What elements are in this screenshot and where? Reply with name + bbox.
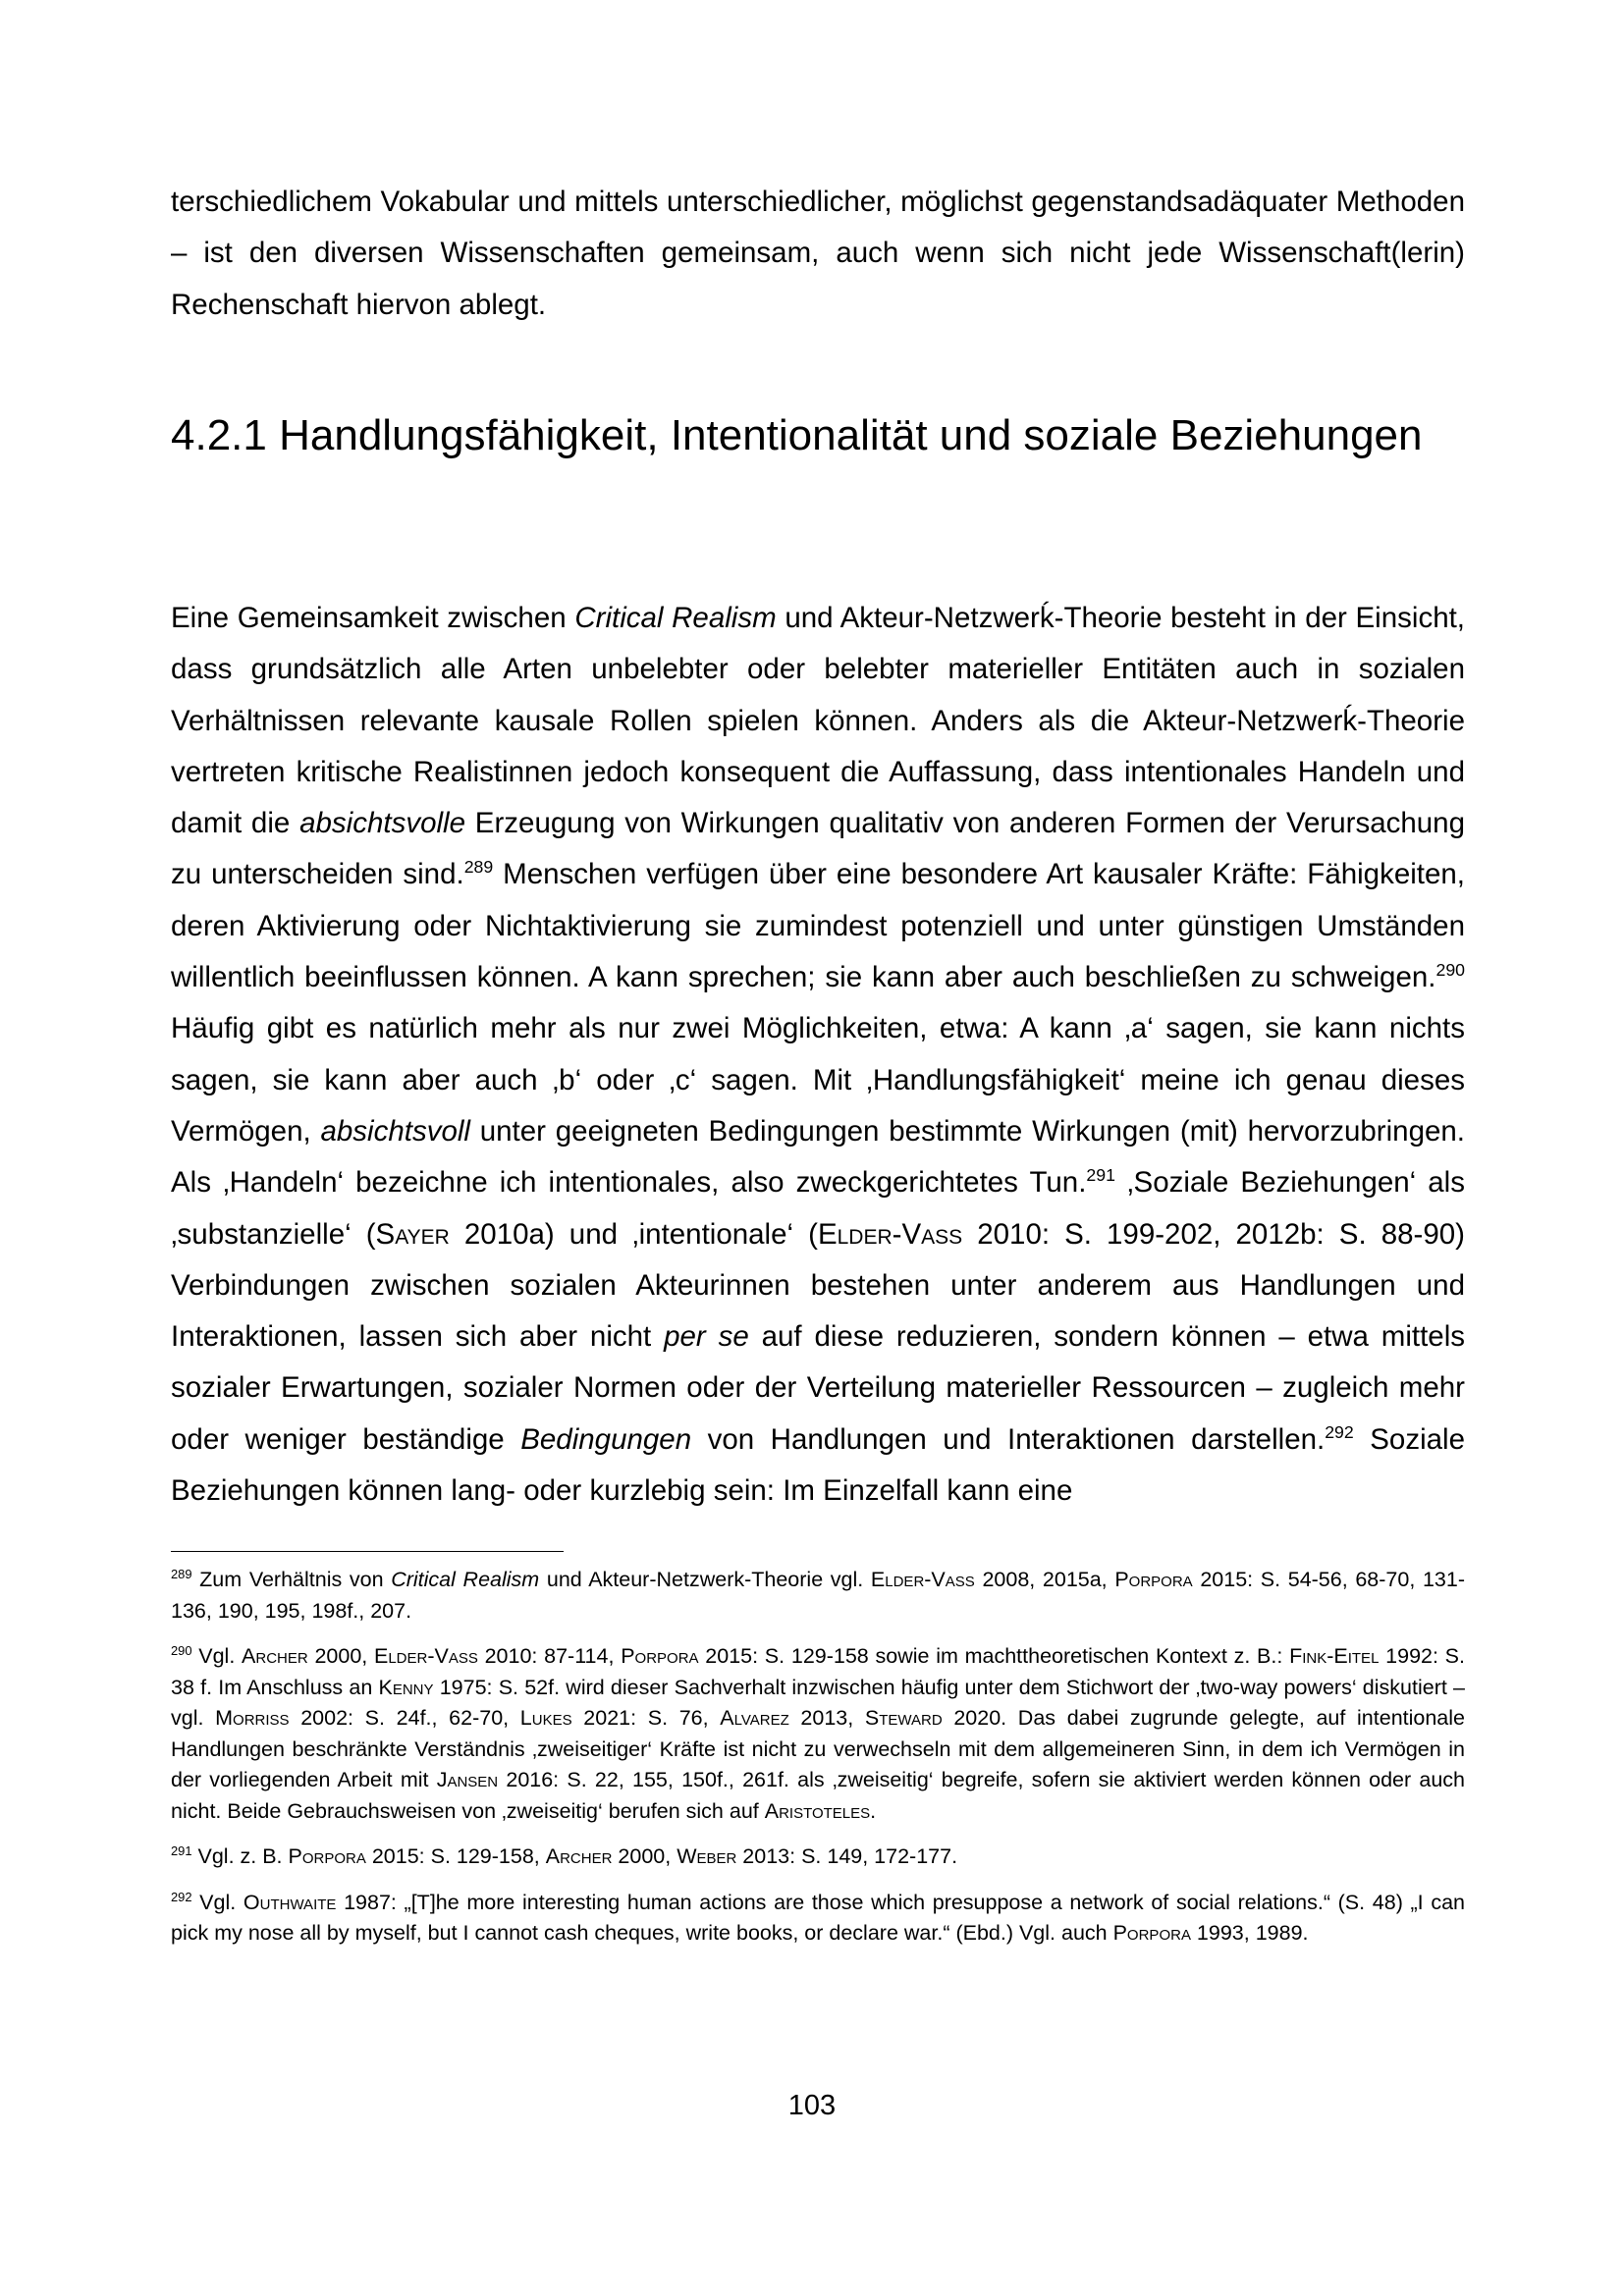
footnote-number: 291 bbox=[171, 1842, 192, 1858]
text-run: 2010: S. 199-202, 2012b: S. 88-90) Verbindungen zwischen sozialen Akteurinnen bestehen unter anderem aus Handlungen und Interaktionen, lassen sich aber nicht bbox=[171, 1217, 1465, 1354]
text-run: 2013, bbox=[788, 1706, 865, 1730]
footnotes bbox=[171, 1565, 1465, 1964]
footnote-289 bbox=[171, 1565, 1465, 1627]
footnote-number: 290 bbox=[171, 1642, 192, 1658]
text-run: und Akteur-Netzwerk-Theorie vgl. bbox=[539, 1568, 871, 1591]
author-name: Porpora bbox=[1112, 1921, 1191, 1945]
text-run: 2015: S. 54-56, 68-70, 131-136, 190, 195, 198f., 207. bbox=[171, 1568, 1465, 1623]
text-run: 2016: S. 22, 155, 150f., 261f. als ‚zweiseitig‘ begreife, sofern sie aktiviert werden können oder auch nicht. Beide Gebrauchsweisen von ‚zweiseitig‘ berufen sich auf bbox=[171, 1768, 1465, 1823]
text-run: Eine Gemeinsamkeit zwischen bbox=[171, 602, 575, 634]
footnote-291 bbox=[171, 1842, 1465, 1873]
author-name: Outhwaite bbox=[243, 1890, 337, 1914]
author-name: Archer bbox=[545, 1844, 613, 1868]
text-run: Soziale Beziehungen können lang- oder kurzlebig sein: Im Einzelfall kann eine bbox=[171, 1422, 1465, 1508]
text-run: 2002: S. 24f., 62-70, bbox=[289, 1706, 520, 1730]
emphasis: Critical Realism bbox=[574, 602, 777, 634]
author-name: Elder-Vass bbox=[870, 1568, 975, 1591]
text-run: ‚Soziale Beziehungen‘ als ‚substanzielle‘ ( bbox=[171, 1166, 1465, 1251]
main-paragraph bbox=[171, 593, 1465, 1517]
text-run: 1993, 1989. bbox=[1190, 1921, 1309, 1945]
section-title: Handlungsfähigkeit, Intentionalität und soziale Beziehungen bbox=[279, 411, 1423, 459]
text-run: 2010a) und ‚intentionale‘ ( bbox=[449, 1217, 818, 1251]
footnote-separator bbox=[171, 1551, 564, 1552]
text-run: von Handlungen und Interaktionen darstellen. bbox=[691, 1422, 1326, 1456]
footnote-290 bbox=[171, 1641, 1465, 1827]
author-name: Elder-Vass bbox=[373, 1644, 478, 1668]
footnote-ref-292[interactable]: 292 bbox=[1325, 1421, 1354, 1442]
text-run: unter geeigneten Bedingungen bestimmte Wirkungen (mit) hervorzubringen. Als ‚Handeln‘ bezeichne ich intentionales, also zweckgerichtetes Tun. bbox=[171, 1114, 1466, 1200]
author-name: Morriss bbox=[215, 1706, 290, 1730]
text-run: 2021: S. 76, bbox=[571, 1706, 721, 1730]
text-run: Vgl. z. B. bbox=[191, 1844, 289, 1868]
footnote-ref-290[interactable]: 290 bbox=[1435, 960, 1465, 981]
author-name: Alvarez bbox=[720, 1706, 789, 1730]
text-run: . bbox=[870, 1798, 877, 1823]
text-run: 1987: „[T]he more interesting human actions are those which presuppose a network of social relations.“ (S. 48) „I can pick my nose all by myself, but I cannot cash cheques, write books, or declare war.“ (Ebd.) Vgl. auch bbox=[171, 1890, 1465, 1945]
text-run: 1992: S. 38 f. Im Anschluss an bbox=[171, 1644, 1465, 1699]
section-number: 4.2.1 bbox=[171, 411, 267, 459]
section-heading bbox=[171, 405, 1465, 466]
text-run: auf diese reduzieren, sondern können – etwa mittels sozialer Erwartungen, sozialer Normen oder der Verteilung materieller Ressourcen – zugleich mehr oder weniger beständige bbox=[171, 1320, 1465, 1456]
intro-paragraph: terschiedlichem Vokabular und mittels unterschiedlicher, möglichst gegenstandsadäquater Methoden – ist den diversen Wissenschaften gemeinsam, auch wenn sich nicht jede Wissenschaft(lerin) Rechenschaft hiervon ablegt. bbox=[171, 186, 1465, 321]
text-run: 2000, bbox=[307, 1644, 374, 1668]
author-name: Weber bbox=[677, 1844, 737, 1868]
text-run: 2020. Das dabei zugrunde gelegte, auf intentionale Handlungen beschränkte Verständnis ‚zweiseitiger‘ Kräfte ist nicht zu verwechseln mit dem allgemeineren Sinn, in dem ich Vermögen in der vorliegenden Arbeit mit bbox=[171, 1706, 1466, 1791]
text-run: Erzeugung von Wirkungen qualitativ von anderen Formen der Verursachung zu unterscheiden sind. bbox=[171, 807, 1465, 891]
author-name: Jansen bbox=[436, 1768, 499, 1791]
emphasis: Critical Realism bbox=[391, 1568, 540, 1591]
author-name: Lukes bbox=[519, 1706, 572, 1730]
emphasis: per se bbox=[664, 1320, 749, 1354]
author-name: Porpora bbox=[621, 1644, 699, 1668]
author-name: Steward bbox=[864, 1706, 943, 1730]
text-run: Menschen verfügen über eine besondere Art kausaler Kräfte: Fähigkeiten, deren Aktivierung oder Nichtaktivierung sie zumindest potenziell und unter günstigen Umständen willentlich beeinflussen können. A kann sprechen; sie kann aber auch beschließen zu schweigen. bbox=[171, 858, 1466, 994]
text-run: 1975: S. 52f. wird dieser Sachverhalt inzwischen häufig unter dem Stichwort der ‚two-way powers‘ diskutiert – vgl. bbox=[171, 1675, 1465, 1730]
author-name: Elder-Vass bbox=[817, 1217, 963, 1251]
text-run: 2008, 2015a, bbox=[974, 1568, 1115, 1591]
emphasis: absichtsvolle bbox=[299, 807, 465, 840]
footnote-number: 289 bbox=[171, 1566, 192, 1581]
text-run: Häufig gibt es natürlich mehr als nur zwei Möglichkeiten, etwa: A kann ‚a‘ sagen, sie kann nichts sagen, sie kann aber auch ‚b‘ oder ‚c‘ sagen. Mit ‚Handlungsfähigkeit‘ meine ich genau dieses Vermögen, bbox=[171, 1012, 1465, 1148]
author-name: Porpora bbox=[1114, 1568, 1193, 1591]
author-name: Sayer bbox=[375, 1217, 450, 1251]
emphasis: absichtsvoll bbox=[320, 1114, 470, 1148]
text-run: 2015: S. 129-158, bbox=[365, 1844, 546, 1868]
text-run: Zum Verhältnis von bbox=[191, 1568, 392, 1591]
text-run: 2010: 87-114, bbox=[477, 1644, 622, 1668]
text-run: Vgl. bbox=[191, 1890, 244, 1914]
footnote-ref-289[interactable]: 289 bbox=[463, 857, 494, 878]
author-name: Aristoteles bbox=[764, 1798, 871, 1823]
author-name: Fink-Eitel bbox=[1289, 1644, 1380, 1668]
text-run: 2015: S. 129-158 sowie im machttheoretischen Kontext z. B.: bbox=[698, 1644, 1290, 1668]
text-run: Vgl. bbox=[191, 1644, 243, 1668]
footnote-ref-291[interactable]: 291 bbox=[1086, 1165, 1115, 1186]
footnote-number: 292 bbox=[171, 1889, 192, 1904]
page-number: 103 bbox=[787, 2090, 837, 2121]
author-name: Archer bbox=[242, 1644, 308, 1668]
emphasis: Bedingungen bbox=[520, 1422, 692, 1456]
author-name: Kenny bbox=[378, 1675, 434, 1699]
text-run: und Akteur-Netzwerḱ-Theorie besteht in der Einsicht, dass grundsätzlich alle Arten unbelebter oder belebter materieller Entitäten auch in sozialen Verhältnissen relevante kausale Rollen spielen können. Anders als die Akteur-Netzwerḱ-Theorie vertreten kritische Realistinnen jedoch konsequent die Auffassung, dass intentionales Handeln und damit die bbox=[171, 602, 1465, 840]
text-run: 2000, bbox=[612, 1844, 677, 1868]
text-run: 2013: S. 149, 172-177. bbox=[736, 1844, 958, 1868]
author-name: Porpora bbox=[288, 1844, 366, 1868]
footnote-292 bbox=[171, 1888, 1465, 1949]
